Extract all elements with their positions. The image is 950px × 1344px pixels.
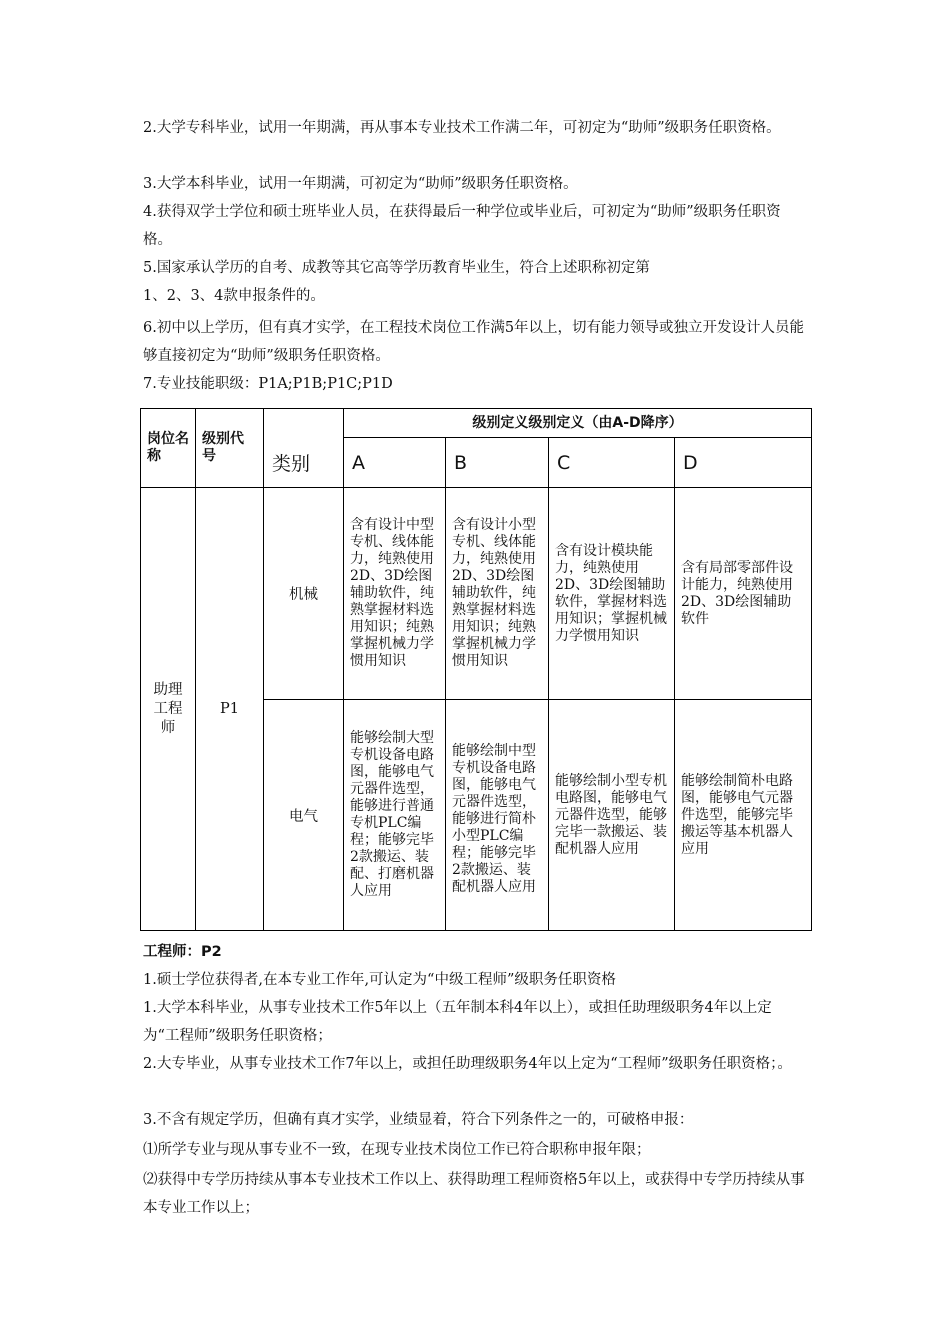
header-level-a: A	[344, 438, 446, 488]
definition-cell: 含有设计模块能力，纯熟使用2D、3D绘图辅助软件，掌握材料选用知识；掌握机械力学惯用知识	[549, 488, 675, 700]
definition-cell: 能够绘制小型专机电路图，能够电气元器件选型，能够完毕一款搬运、装配机器人应用	[549, 700, 675, 931]
header-post-name: 岗位名称	[141, 409, 196, 488]
outro-paragraph: ⑵获得中专学历持续从事本专业技术工作以上、获得助理工程师资格5年以上，或获得中专学历持续从事本专业工作以上；	[143, 1172, 805, 1216]
outro-paragraph: ⑴所学专业与现从事专业不一致，在现专业技术岗位工作已符合职称申报年限；	[143, 1142, 651, 1158]
definition-cell: 含有局部零部件设计能力，纯熟使用2D、3D绘图辅助软件	[675, 488, 812, 700]
category-electrical: 电气	[264, 700, 344, 931]
outro-paragraph: 3.不含有规定学历，但确有真才实学，业绩显着，符合下列条件之一的，可破格申报：	[143, 1112, 694, 1128]
intro-paragraph: 4.获得双学士学位和硕士班毕业人员，在获得最后一种学位或毕业后，可初定为“助师”级职务任职资格。	[143, 204, 781, 248]
intro-paragraph: 2.大学专科毕业，试用一年期满，再从事本专业技术工作满二年，可初定为“助师”级职务任职资格。	[143, 120, 781, 136]
header-level-d: D	[675, 438, 812, 488]
header-level-b: B	[446, 438, 549, 488]
intro-paragraph: 3.大学本科毕业，试用一年期满，可初定为“助师”级职务任职资格。	[143, 176, 578, 192]
definition-cell: 能够绘制简朴电路图，能够电气元器件选型，能够完毕搬运等基本机器人应用	[675, 700, 812, 931]
intro-paragraph: 6.初中以上学历，但有真才实学，在工程技术岗位工作满5年以上，切有能力领导或独立开发设计人员能够直接初定为“助师”级职务任职资格。	[143, 320, 805, 364]
header-blank	[264, 409, 344, 438]
header-level-c: C	[549, 438, 675, 488]
definition-cell: 含有设计小型专机、线体能力，纯熟使用 2D、3D绘图辅助软件，纯熟掌握材料选用知识；纯熟掌握机械力学惯用知识	[446, 488, 549, 700]
header-level-definition: 级别定义级别定义（由A-D降序）	[344, 409, 812, 438]
grade-definition-table	[140, 408, 812, 931]
header-category: 类别	[264, 438, 344, 488]
intro-paragraph: 7.专业技能职级：P1A;P1B;P1C;P1D	[143, 376, 393, 392]
post-name-cell: 助理工程师	[141, 488, 196, 931]
definition-cell: 能够绘制大型专机设备电路图，能够电气元器件选型，能够进行普通专机PLC编程；能够完毕2款搬运、装配、打磨机器人应用	[344, 700, 446, 931]
outro-paragraph: 2.大专毕业，从事专业技术工作7年以上，或担任助理级职务4年以上定为“工程师”级职务任职资格；。	[143, 1056, 792, 1072]
definition-cell: 含有设计中型专机、线体能力，纯熟使用 2D、3D绘图辅助软件，纯熟掌握材料选用知识；纯熟掌握机械力学惯用知识	[344, 488, 446, 700]
intro-paragraph: 1、2、3、4款申报条件的。	[143, 288, 325, 304]
intro-paragraph: 5.国家承认学历的自考、成教等其它高等学历教育毕业生，符合上述职称初定第	[143, 260, 650, 276]
outro-paragraph: 1.硕士学位获得者,在本专业工作年,可认定为“中级工程师”级职务任职资格	[143, 972, 616, 988]
definition-cell: 能够绘制中型专机设备电路图，能够电气元器件选型，能够进行简朴小型PLC编程；能够完毕2款搬运、装配机器人应用	[446, 700, 549, 931]
category-mechanical: 机械	[264, 488, 344, 700]
level-code-cell: P1	[196, 488, 264, 931]
outro-paragraph: 1.大学本科毕业，从事专业技术工作5年以上（五年制本科4年以上），或担任助理级职务4年以上定为“工程师”级职务任职资格；	[143, 1000, 772, 1044]
section-heading-engineer: 工程师：P2	[143, 944, 222, 960]
header-level-code: 级别代号	[196, 409, 264, 488]
